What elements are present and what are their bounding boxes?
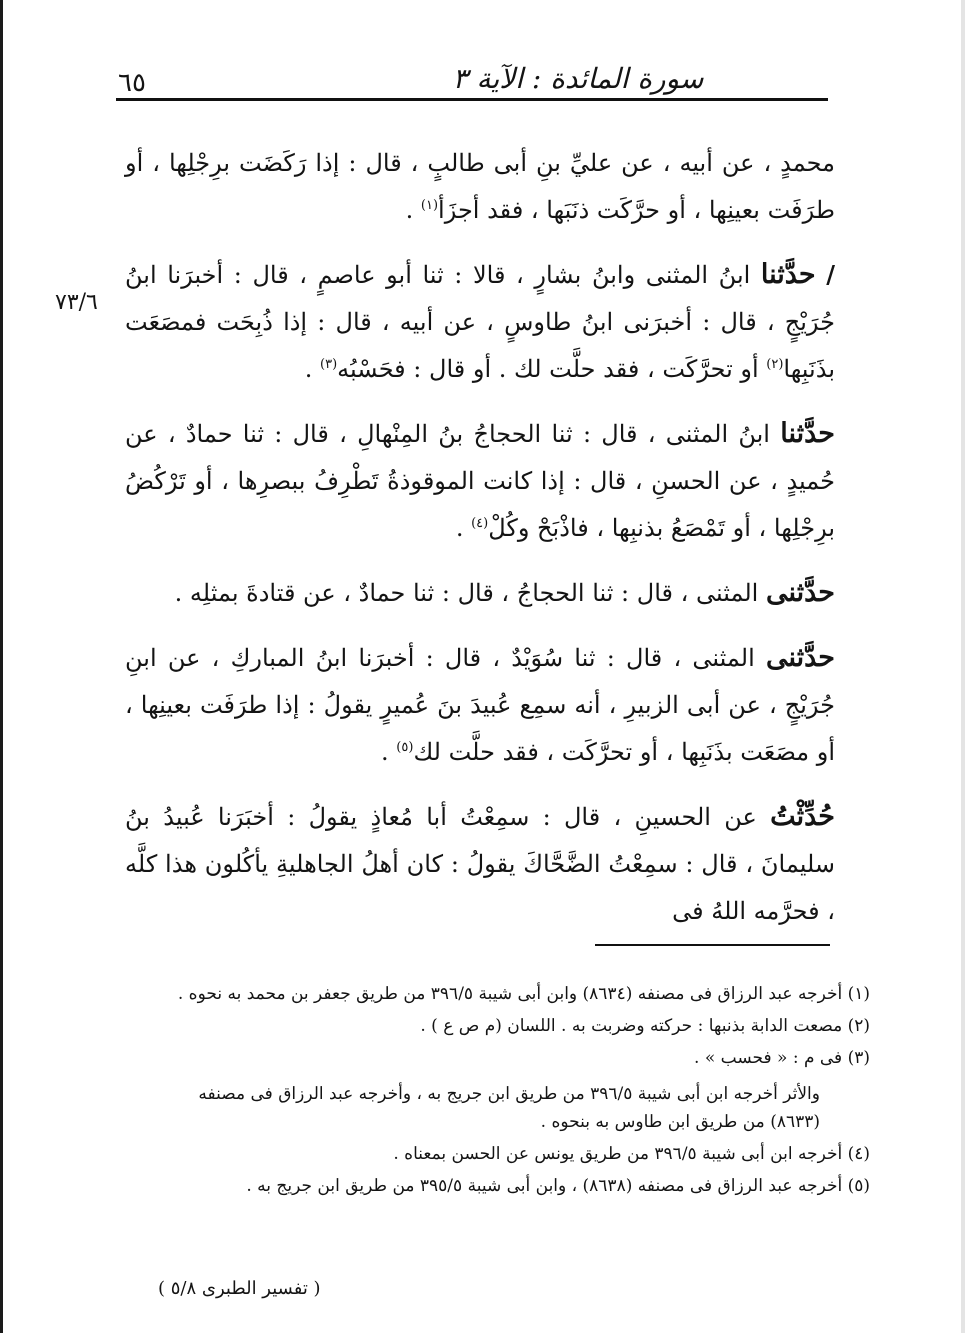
footnote-ref: (٤) [471, 516, 489, 531]
paragraph-3 [125, 410, 835, 552]
book-signature: ( تفسير الطبرى ٥/٨ ) [158, 1278, 321, 1299]
paragraph-2 [125, 251, 835, 393]
paragraph-text: المثنى ، قال : ثنا سُوَيْدٌ ، قال : أخبرَنا ابنُ المباركِ ، عن ابنِ جُرَيْجٍ ، عن أبى الزبيرِ ، أنه سمِع عُبيدَ بنَ عُميرٍ يقولُ : إذا طرَفَت بعينِها ، أو مصَعَت بذَنَبِها ، أو تحرَّكَت ، فقد حلَّت لك [125, 644, 835, 766]
paragraph-text: عن الحسينِ ، قال : سمِعْتُ أبا مُعاذٍ يقولُ : أخبَرَنا عُبيدُ بنُ سليمانَ ، قال : سمِعْتُ الضَّحَّاكَ يقولُ : كان أهلُ الجاهليةِ يأكُلون هذا كلَّه ، فحرَّمه اللهُ فى [125, 803, 835, 925]
folio-marker: / [826, 260, 835, 289]
main-text [125, 140, 835, 952]
paragraph-4 [125, 569, 835, 617]
header-rule [116, 98, 828, 101]
paragraph-text-cont: أو تحرَّكَت ، فقد حلَّت لك . أو قال : فحَسْبُه [337, 355, 767, 383]
paragraph-text: ابنُ المثنى وابنُ بشارٍ ، قالا : ثنا أبو عاصمٍ ، قال : أخبرَنا ابنُ جُرَيْجٍ ، قال : أخبرَنى ابنُ طاوسٍ ، عن أبيه ، قال : إذا ذُبِحَت فمصَعَت بذَنَبِها [125, 261, 835, 383]
footnote-5: (٥) أخرجه عبد الرزاق فى مصنفه (٨٦٣٨) ، وابن أبى شيبة ٣٩٥/٥ من طريق ابن جريج به . [246, 1176, 870, 1196]
isnad-lead: حُدِّثْتُ [770, 801, 835, 832]
running-title: سورة المائدة : الآية ٣ [452, 62, 704, 95]
footnote-ref: (١) [420, 198, 439, 213]
paragraph-text: المثنى ، قال : ثنا الحجاجُ ، قال : ثنا حمادٌ ، عن قتادةَ بمثلِه . [174, 579, 766, 607]
page-header [118, 60, 830, 100]
isnad-lead: حدَّثنا [760, 259, 816, 290]
footnote-ref: (٢) [766, 357, 784, 372]
scan-edge-left [0, 0, 3, 1333]
footnote-3: (٣) فى م : « فحسب » . [694, 1048, 870, 1068]
paragraph-tail: . [381, 738, 397, 766]
paragraph-text: محمدٍ ، عن أبيه ، عن عليِّ بنِ أبى طالبٍ ، قال : إذا رَكَضَت برِجْلِها ، أو طرَفَت بعينِها ، أو حرَّكَت ذنَبَها ، فقد أجزَأ [125, 149, 835, 224]
scan-edge-right [961, 0, 965, 1333]
paragraph-tail: . [304, 355, 321, 383]
paragraph-5 [125, 634, 835, 776]
page-number: ٦٥ [118, 68, 146, 98]
paragraph-6 [125, 793, 835, 935]
paragraph-tail: . [455, 514, 472, 542]
footnote-4: (٤) أخرجه ابن أبى شيبة ٣٩٦/٥ من طريق يونس عن الحسن بمعناه . [393, 1144, 870, 1164]
footnote-3-note: والأثر أخرجه ابن أبى شيبة ٣٩٦/٥ من طريق ابن جريج به ، وأخرجه عبد الرزاق فى مصنفه (٨٦٣٣) من طريق ابن طاوس به بنحوه . [198, 1084, 820, 1132]
footnote-1: (١) أخرجه عبد الرزاق فى مصنفه (٨٦٣٤) وابن أبى شيبة ٣٩٦/٥ من طريق جعفر بن محمد به نحوه . [177, 984, 870, 1004]
footnote-separator [595, 944, 830, 946]
footnotes [150, 980, 870, 1204]
paragraph-1 [125, 140, 835, 234]
isnad-lead: حدَّثنى [765, 577, 835, 608]
footnote-ref: (٥) [396, 740, 414, 755]
isnad-lead: حدَّثنا [780, 418, 835, 449]
isnad-lead: حدَّثنى [765, 642, 835, 673]
paragraph-text: ابنُ المثنى ، قال : ثنا الحجاجُ بنُ المِنْهالِ ، قال : ثنا حمادٌ ، عن حُميدٍ ، عن الحسنِ ، قال : إذا كانت الموقوذةُ تَطْرِفُ ببصرِها ، أو تَرْكُضُ برِجْلِها ، أو تَمْصَعُ بذنبِها ، فاذْبَحْ وكُلْ [125, 420, 835, 542]
margin-reference: ٧٣/٦ [55, 290, 98, 315]
paragraph-tail: . [405, 196, 421, 224]
footnote-ref: (٣) [320, 357, 338, 372]
footnote-2: (٢) مصعت الدابة بذنبها : حركته وضربت به . اللسان (م ص ع ) . [420, 1016, 870, 1036]
